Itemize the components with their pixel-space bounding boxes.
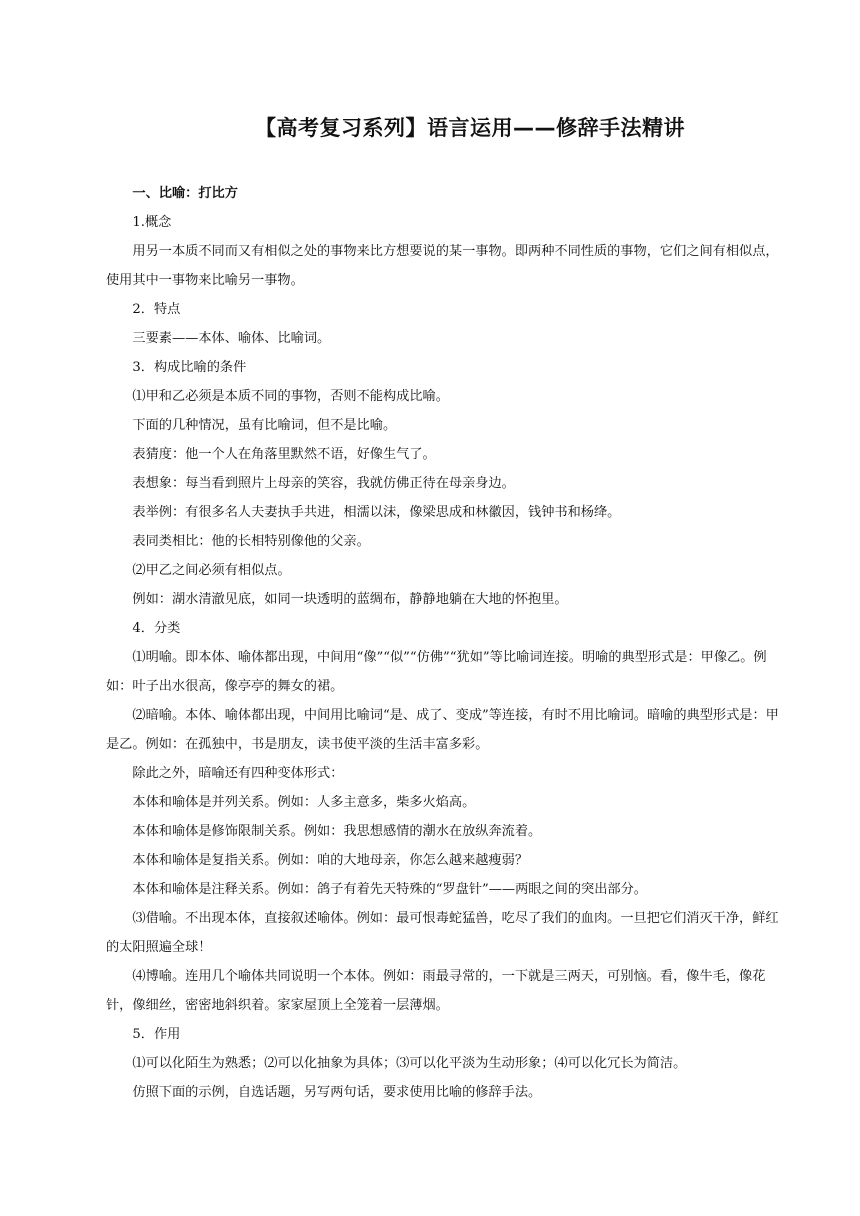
paragraph: 3．构成比喻的条件 xyxy=(132,360,247,375)
paragraph: ⑴可以化陌生为熟悉；⑵可以化抽象为具体；⑶可以化平淡为生动形象；⑷可以化冗长为简洁。 xyxy=(132,1056,687,1071)
paragraph: 本体和喻体是复指关系。例如：咱的大地母亲，你怎么越来越瘦弱？ xyxy=(132,853,529,868)
paragraph: 1.概念 xyxy=(132,215,172,230)
document-body xyxy=(106,179,788,1107)
paragraph: 三要素——本体、喻体、比喻词。 xyxy=(132,331,331,346)
paragraph: 本体和喻体是注释关系。例如：鸽子有着先天特殊的“罗盘针”——两眼之间的突出部分。 xyxy=(132,882,647,897)
paragraph: ⑵暗喻。本体、喻体都出现，中间用比喻词“是、成了、变成”等连接，有时不用比喻词。暗喻的典型形式是：甲是乙。例如：在孤独中，书是朋友，读书使平淡的生活丰富多彩。 xyxy=(106,708,779,752)
paragraph: 2．特点 xyxy=(132,302,181,317)
paragraph: ⑵甲乙之间必须有相似点。 xyxy=(132,563,291,578)
paragraph: 例如：湖水清澈见底，如同一块透明的蓝绸布，静静地躺在大地的怀抱里。 xyxy=(132,592,568,607)
paragraph: ⑴甲和乙必须是本质不同的事物，否则不能构成比喻。 xyxy=(132,389,449,404)
paragraph: 除此之外，暗喻还有四种变体形式： xyxy=(132,766,344,781)
paragraph: 本体和喻体是并列关系。例如：人多主意多，柴多火焰高。 xyxy=(132,795,476,810)
paragraph: ⑷博喻。连用几个喻体共同说明一个本体。例如：雨最寻常的，一下就是三两天，可别恼。看，像牛毛，像花针，像细丝，密密地斜织着。家家屋顶上全笼着一层薄烟。 xyxy=(106,969,766,1013)
paragraph: 下面的几种情况，虽有比喻词，但不是比喻。 xyxy=(132,418,397,433)
paragraph: ⑶借喻。不出现本体，直接叙述喻体。例如：最可恨毒蛇猛兽，吃尽了我们的血肉。一旦把它们消灭干净，鲜红的太阳照遍全球！ xyxy=(106,911,779,955)
paragraph: 用另一本质不同而又有相似之处的事物来比方想要说的某一事物。即两种不同性质的事物，它们之间有相似点，使用其中一事物来比喻另一事物。 xyxy=(106,244,779,288)
paragraph: 表想象：每当看到照片上母亲的笑容，我就仿佛正待在母亲身边。 xyxy=(132,476,515,491)
paragraph: ⑴明喻。即本体、喻体都出现，中间用“像”“似”“仿佛”“犹如”等比喻词连接。明喻的典型形式是：甲像乙。例如：叶子出水很高，像亭亭的舞女的裙。 xyxy=(106,650,767,694)
paragraph: 表举例：有很多名人夫妻执手共进，相濡以沫，像梁思成和林徽因，钱钟书和杨绛。 xyxy=(132,505,621,520)
paragraph: 表同类相比：他的长相特别像他的父亲。 xyxy=(132,534,370,549)
document-title: 【高考复习系列】语言运用——修辞手法精讲 xyxy=(255,116,685,140)
paragraph: 仿照下面的示例，自选话题，另写两句话，要求使用比喻的修辞手法。 xyxy=(132,1085,542,1100)
section-heading: 一、比喻：打比方 xyxy=(132,186,238,201)
paragraph: 表猜度：他一个人在角落里默然不语，好像生气了。 xyxy=(132,447,436,462)
paragraph: 5．作用 xyxy=(132,1027,181,1042)
paragraph: 4．分类 xyxy=(132,621,181,636)
paragraph: 本体和喻体是修饰限制关系。例如：我思想感情的潮水在放纵奔流着。 xyxy=(132,824,542,839)
